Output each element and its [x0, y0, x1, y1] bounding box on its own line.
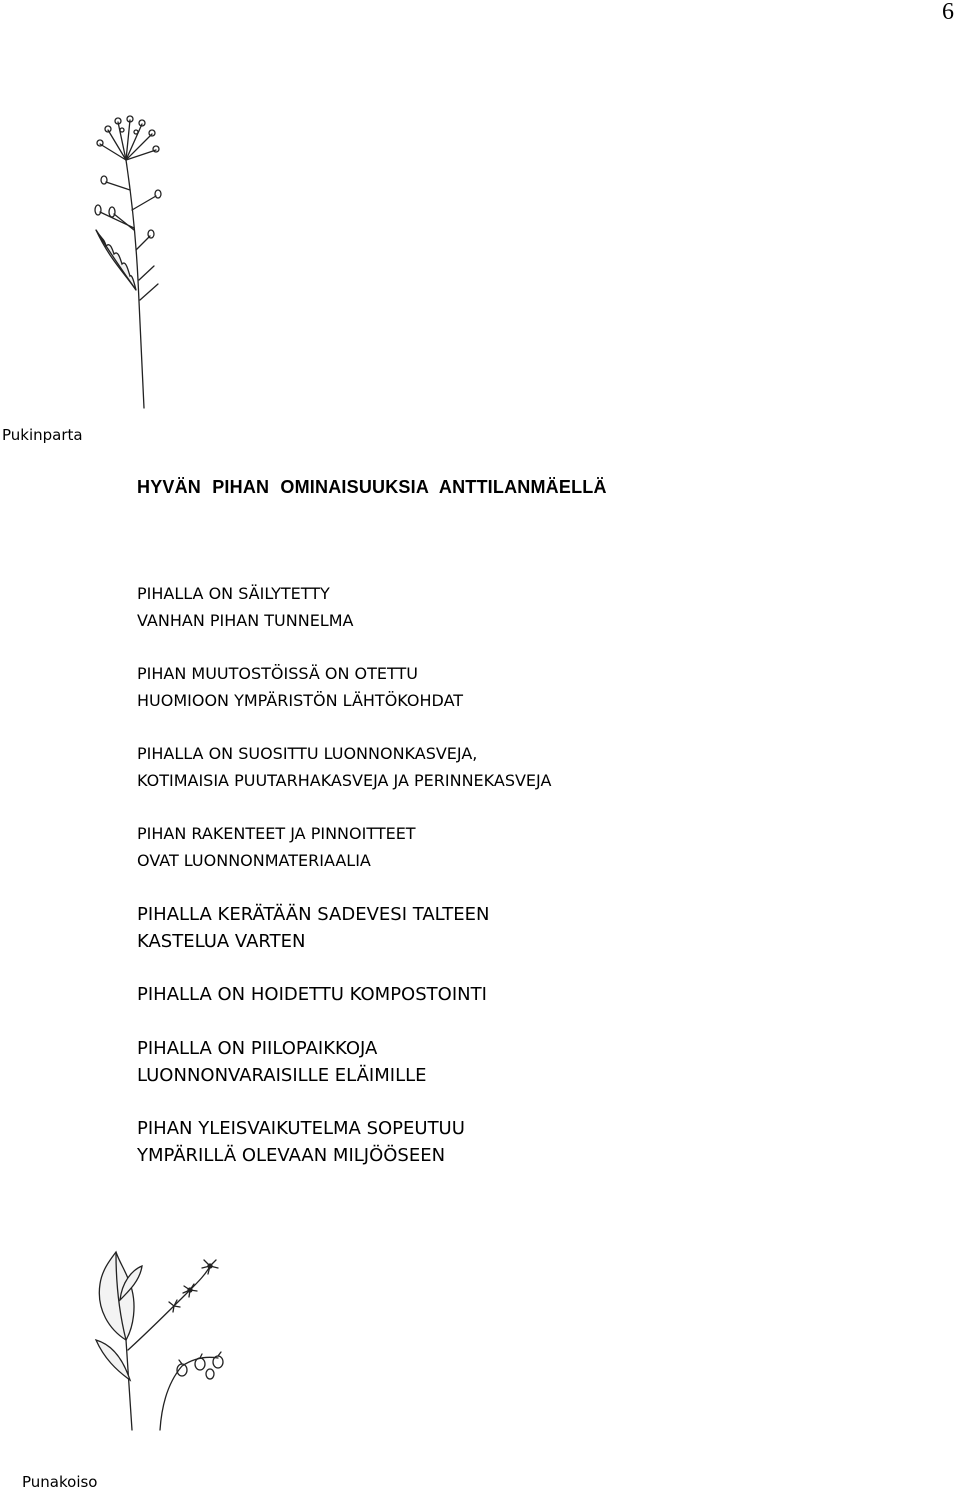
page-title: HYVÄN PIHAN OMINAISUUKSIA ANTTILANMÄELLÄ — [137, 477, 607, 497]
list-item-line: YMPÄRILLÄ OLEVAAN MILJÖÖSEEN — [137, 1145, 446, 1166]
list-item-line: VANHAN PIHAN TUNNELMA — [137, 611, 354, 630]
list-item — [137, 1115, 465, 1169]
list-item-line: PIHALLA ON HOIDETTU KOMPOSTOINTI — [137, 984, 487, 1005]
list-item — [137, 1035, 427, 1089]
list-item — [137, 580, 353, 634]
list-item-line: PIHAN RAKENTEET JA PINNOITTEET — [137, 824, 416, 843]
list-item-line: PIHALLA ON SÄILYTETTY — [137, 584, 330, 603]
page-number: 6 — [942, 0, 954, 25]
list-item — [137, 981, 487, 1008]
list-item — [137, 820, 416, 874]
bittersweet-nightshade-drawing-icon — [70, 1240, 250, 1440]
list-item-line: PIHALLA ON SUOSITTU LUONNONKASVEJA, — [137, 744, 478, 763]
list-item-line: PIHAN MUUTOSTÖISSÄ ON OTETTU — [137, 664, 418, 683]
list-item-line: PIHALLA KERÄTÄÄN SADEVESI TALTEEN — [137, 904, 490, 925]
list-item-line: LUONNONVARAISILLE ELÄIMILLE — [137, 1065, 427, 1086]
list-item-line: PIHALLA ON PIILOPAIKKOJA — [137, 1038, 378, 1059]
list-item-line: KASTELUA VARTEN — [137, 931, 306, 952]
list-item-line: KOTIMAISIA PUUTARHAKASVEJA JA PERINNEKASVEJA — [137, 771, 552, 790]
list-item-line: HUOMIOON YMPÄRISTÖN LÄHTÖKOHDAT — [137, 691, 464, 710]
top-illustration-caption: Pukinparta — [2, 426, 83, 444]
bottom-illustration-caption: Punakoiso — [22, 1473, 98, 1491]
list-item — [137, 901, 489, 955]
list-item — [137, 740, 551, 794]
list-item-line: PIHAN YLEISVAIKUTELMA SOPEUTUU — [137, 1118, 465, 1139]
list-item-line: OVAT LUONNONMATERIAALIA — [137, 851, 371, 870]
goatsbeard-plant-drawing-icon — [60, 100, 200, 410]
list-item — [137, 660, 463, 714]
